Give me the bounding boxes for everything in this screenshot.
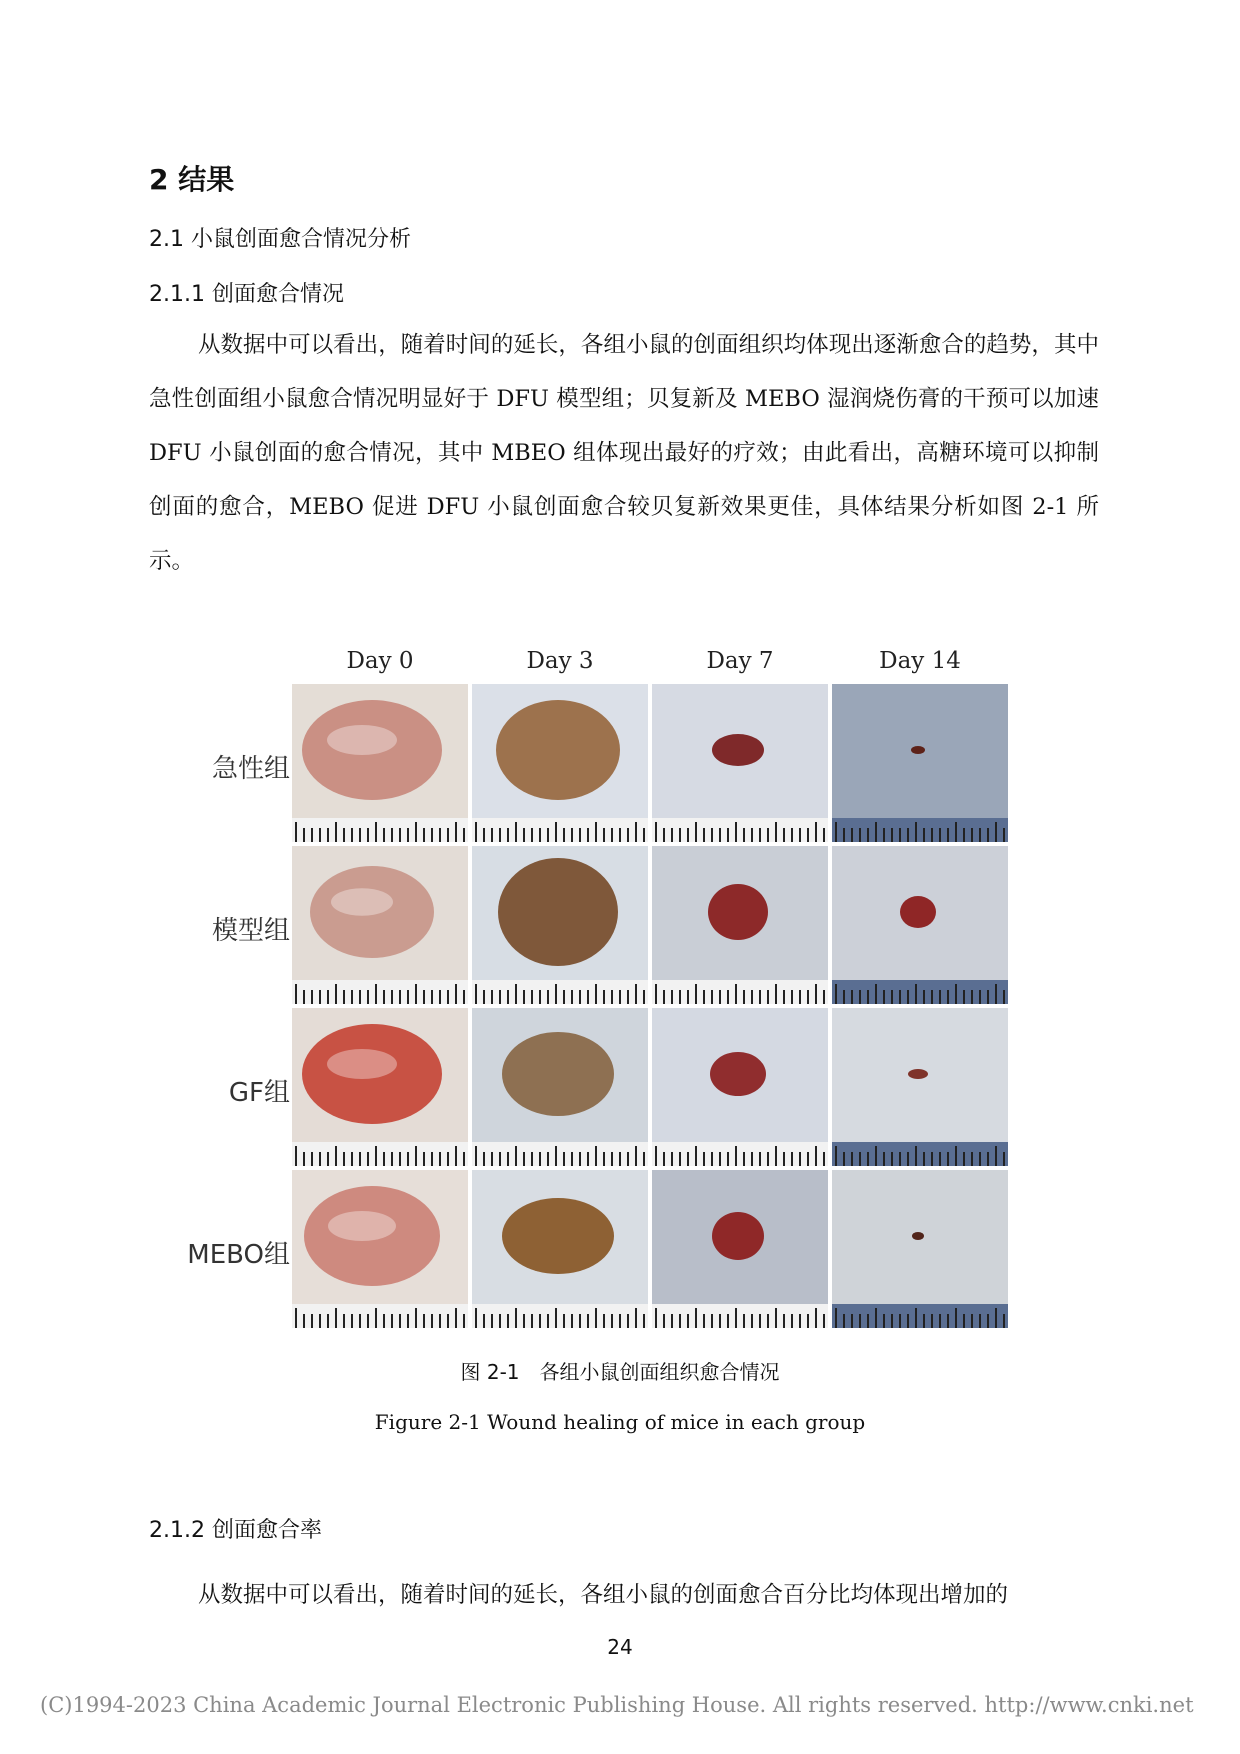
wound-photo-acute-day14 <box>832 684 1008 842</box>
body-paragraph: 从数据中可以看出，随着时间的延长，各组小鼠的创面组织均体现出逐渐愈合的趋势，其中急性创面组小鼠愈合情况明显好于 DFU 模型组；贝复新及 MEBO 湿润烧伤膏的干预可以加速 DFU 小鼠创面的愈合情况，其中 MBEO 组体现出最好的疗效；由此看出，高糖环境可以抑制创面的愈合，MEBO 促进 DFU 小鼠创面愈合较贝复新效果更佳，具体结果分析如图 2-1 所示。 <box>149 332 1099 574</box>
row-label-mebo: MEBO组 <box>187 1240 290 1270</box>
copyright-footer: (C)1994-2023 China Academic Journal Electronic Publishing House. All rights reserved. http://www.cnki.net <box>40 1693 1194 1717</box>
wound-photo-gf-day0 <box>292 1008 468 1166</box>
subsection-heading: 2.1 小鼠创面愈合情况分析 <box>149 227 411 252</box>
wound-photo-acute-day7 <box>652 684 828 842</box>
column-header-day14: Day 14 <box>879 648 961 674</box>
subsubsection-heading: 2.1.1 创面愈合情况 <box>149 282 344 307</box>
wound-photo-acute-day0 <box>292 684 468 842</box>
wound-photo-mebo-day14 <box>832 1170 1008 1328</box>
column-header-day0: Day 0 <box>346 648 414 674</box>
wound-photo-mebo-day0 <box>292 1170 468 1328</box>
wound-photo-gf-day3 <box>472 1008 648 1166</box>
section-heading: 2 结果 <box>149 163 235 196</box>
figure-caption-cn: 图 2-1 各组小鼠创面组织愈合情况 <box>460 1360 780 1384</box>
row-label-acute: 急性组 <box>211 754 290 784</box>
wound-photo-model-day3 <box>472 846 648 1004</box>
wound-photo-model-day14 <box>832 846 1008 1004</box>
row-label-gf: GF组 <box>228 1078 290 1108</box>
wound-photo-mebo-day7 <box>652 1170 828 1328</box>
wound-photo-mebo-day3 <box>472 1170 648 1328</box>
body-paragraph-2: 从数据中可以看出，随着时间的延长，各组小鼠的创面愈合百分比均体现出增加的 <box>198 1582 1009 1608</box>
wound-photo-gf-day14 <box>832 1008 1008 1166</box>
column-header-day7: Day 7 <box>706 648 774 674</box>
row-label-model: 模型组 <box>211 916 290 946</box>
wound-photo-model-day0 <box>292 846 468 1004</box>
wound-healing-figure <box>160 648 1020 1338</box>
wound-photo-gf-day7 <box>652 1008 828 1166</box>
column-header-day3: Day 3 <box>526 648 594 674</box>
figure-caption-en: Figure 2-1 Wound healing of mice in each group <box>374 1410 866 1434</box>
subsubsection-heading-2: 2.1.2 创面愈合率 <box>149 1518 322 1543</box>
wound-photo-model-day7 <box>652 846 828 1004</box>
wound-photo-acute-day3 <box>472 684 648 842</box>
page-number: 24 <box>607 1635 633 1659</box>
